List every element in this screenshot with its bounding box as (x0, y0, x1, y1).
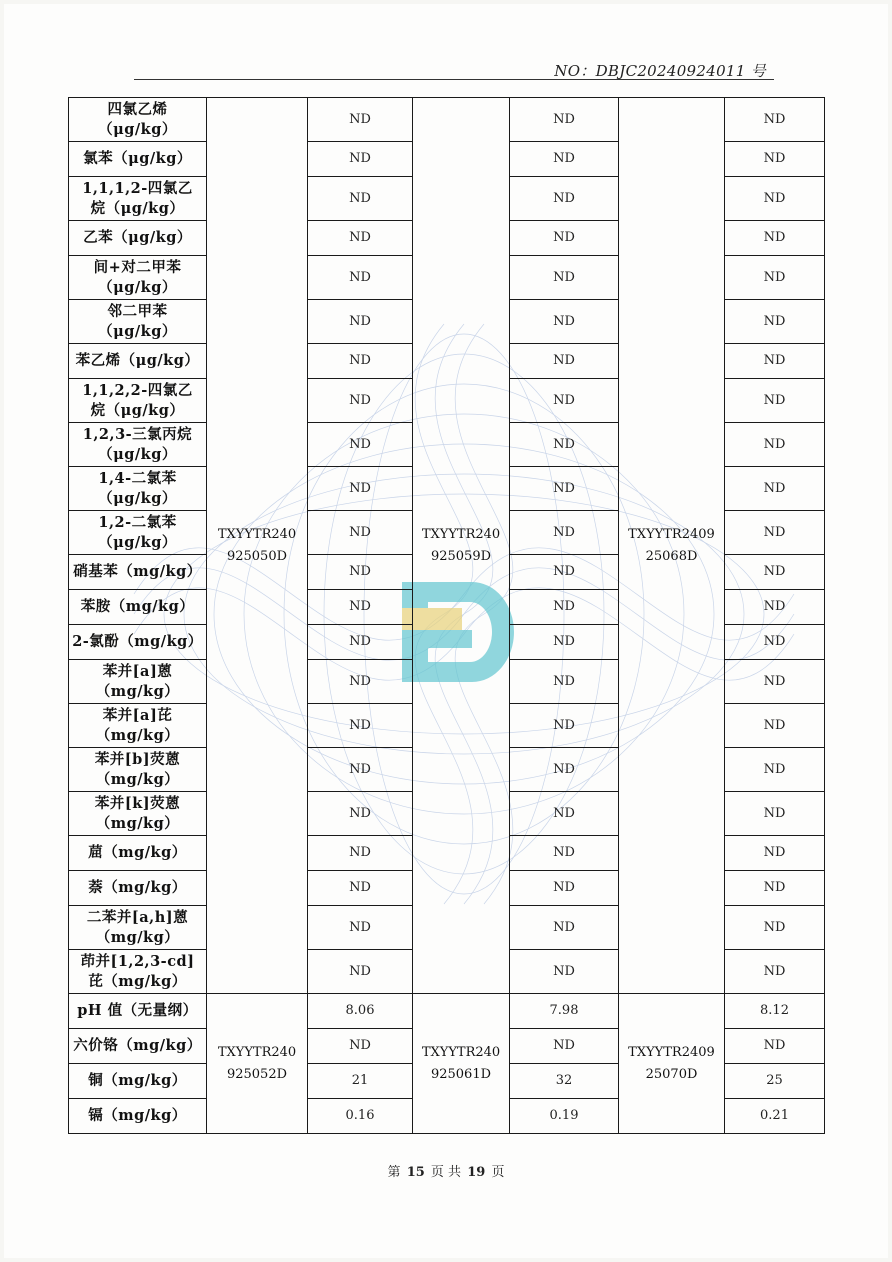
test-item-name: 氯苯（μg/kg） (69, 142, 207, 177)
result-value-cell: ND (510, 704, 619, 748)
result-value-cell: ND (308, 950, 413, 994)
result-value-cell: ND (725, 950, 825, 994)
result-value-cell: ND (308, 836, 413, 871)
result-value-cell: ND (308, 221, 413, 256)
test-item-name: 萘（mg/kg） (69, 871, 207, 906)
result-value-cell: ND (725, 177, 825, 221)
report-number: NO：DBJC20240924011 号 (554, 62, 766, 80)
result-value-cell: ND (510, 300, 619, 344)
test-item-name: 四氯乙烯 （μg/kg） (69, 98, 207, 142)
result-value-cell: ND (308, 704, 413, 748)
test-item-name: 邻二甲苯 （μg/kg） (69, 300, 207, 344)
result-value-cell: ND (308, 792, 413, 836)
page-footer (0, 1161, 892, 1180)
result-value-cell: ND (725, 300, 825, 344)
result-value-cell: ND (510, 256, 619, 300)
test-item-name: 1,2,3-三氯丙烷 （μg/kg） (69, 423, 207, 467)
result-value-cell: ND (510, 792, 619, 836)
result-value-cell: ND (510, 142, 619, 177)
results-table (68, 97, 825, 1134)
result-value-cell: ND (308, 344, 413, 379)
sample-id-cell: TXYYTR240 925050D (207, 98, 308, 994)
result-value-cell: ND (725, 379, 825, 423)
test-item-name: 间+对二甲苯 （μg/kg） (69, 256, 207, 300)
result-value-cell: ND (510, 379, 619, 423)
result-value-cell: ND (308, 590, 413, 625)
result-value-cell: ND (725, 98, 825, 142)
test-item-name: 苯并[b]荧蒽 （mg/kg） (69, 748, 207, 792)
result-value-cell: ND (725, 511, 825, 555)
result-value-cell: ND (510, 590, 619, 625)
test-item-name: 䓛（mg/kg） (69, 836, 207, 871)
result-value-cell: ND (308, 98, 413, 142)
result-value-cell: ND (725, 423, 825, 467)
test-item-name: 2-氯酚（mg/kg） (69, 625, 207, 660)
result-value-cell: ND (308, 555, 413, 590)
result-value-cell: 7.98 (510, 994, 619, 1029)
result-value-cell: ND (510, 836, 619, 871)
total-pages: 19 (467, 1165, 486, 1180)
result-value-cell: ND (510, 660, 619, 704)
result-value-cell: ND (510, 511, 619, 555)
result-value-cell: ND (725, 555, 825, 590)
test-item-name: 茚并[1,2,3-cd] 芘（mg/kg） (69, 950, 207, 994)
table-row (69, 98, 825, 142)
result-value-cell: ND (725, 1029, 825, 1064)
test-item-name: 镉（mg/kg） (69, 1099, 207, 1134)
test-item-name: 1,1,1,2-四氯乙 烷（μg/kg） (69, 177, 207, 221)
header-rule (134, 79, 774, 80)
result-value-cell: ND (510, 344, 619, 379)
sample-id-cell: TXYYTR240 925059D (413, 98, 510, 994)
result-value-cell: ND (510, 625, 619, 660)
result-value-cell: 8.12 (725, 994, 825, 1029)
result-value-cell: ND (510, 906, 619, 950)
test-item-name: 1,4-二氯苯 （μg/kg） (69, 467, 207, 511)
result-value-cell: ND (510, 871, 619, 906)
result-value-cell: ND (725, 748, 825, 792)
result-value-cell: ND (725, 704, 825, 748)
result-value-cell: ND (510, 221, 619, 256)
result-value-cell: ND (308, 423, 413, 467)
test-item-name: pH 值（无量纲） (69, 994, 207, 1029)
result-value-cell: ND (725, 660, 825, 704)
result-value-cell: 8.06 (308, 994, 413, 1029)
result-value-cell: 21 (308, 1064, 413, 1099)
result-value-cell: ND (510, 467, 619, 511)
result-value-cell: ND (725, 836, 825, 871)
test-item-name: 硝基苯（mg/kg） (69, 555, 207, 590)
sample-id-cell: TXYYTR240 925052D (207, 994, 308, 1134)
result-value-cell: ND (510, 950, 619, 994)
result-value-cell: ND (510, 1029, 619, 1064)
result-value-cell: ND (308, 379, 413, 423)
result-value-cell: 0.19 (510, 1099, 619, 1134)
result-value-cell: ND (510, 748, 619, 792)
result-value-cell: ND (510, 423, 619, 467)
test-item-name: 苯乙烯（μg/kg） (69, 344, 207, 379)
footer-prefix: 第 (387, 1165, 401, 1180)
result-value-cell: 0.16 (308, 1099, 413, 1134)
footer-suffix: 页 (491, 1165, 505, 1180)
result-value-cell: ND (308, 300, 413, 344)
result-value-cell: ND (725, 221, 825, 256)
result-value-cell: 32 (510, 1064, 619, 1099)
test-item-name: 乙苯（μg/kg） (69, 221, 207, 256)
result-value-cell: ND (308, 748, 413, 792)
table-row (69, 994, 825, 1029)
result-value-cell: ND (308, 511, 413, 555)
sample-id-cell: TXYYTR2409 25068D (619, 98, 725, 994)
test-item-name: 苯并[a]蒽 （mg/kg） (69, 660, 207, 704)
result-value-cell: ND (510, 98, 619, 142)
sample-id-cell: TXYYTR240 925061D (413, 994, 510, 1134)
result-value-cell: ND (725, 625, 825, 660)
result-value-cell: 0.21 (725, 1099, 825, 1134)
result-value-cell: ND (510, 177, 619, 221)
result-value-cell: ND (308, 906, 413, 950)
result-value-cell: ND (308, 467, 413, 511)
test-item-name: 1,1,2,2-四氯乙 烷（μg/kg） (69, 379, 207, 423)
result-value-cell: ND (308, 871, 413, 906)
result-value-cell: ND (308, 625, 413, 660)
result-value-cell: 25 (725, 1064, 825, 1099)
result-value-cell: ND (725, 142, 825, 177)
test-item-name: 二苯并[a,h]蒽 （mg/kg） (69, 906, 207, 950)
test-item-name: 苯胺（mg/kg） (69, 590, 207, 625)
result-value-cell: ND (725, 871, 825, 906)
result-value-cell: ND (308, 256, 413, 300)
test-item-name: 苯并[a]芘 （mg/kg） (69, 704, 207, 748)
result-value-cell: ND (308, 177, 413, 221)
test-item-name: 苯并[k]荧蒽 （mg/kg） (69, 792, 207, 836)
result-value-cell: ND (308, 1029, 413, 1064)
current-page: 15 (406, 1165, 425, 1180)
test-item-name: 六价铬（mg/kg） (69, 1029, 207, 1064)
result-value-cell: ND (725, 467, 825, 511)
result-value-cell: ND (725, 792, 825, 836)
result-value-cell: ND (308, 660, 413, 704)
result-value-cell: ND (725, 590, 825, 625)
test-item-name: 铜（mg/kg） (69, 1064, 207, 1099)
footer-mid: 页 共 (430, 1165, 462, 1180)
result-value-cell: ND (510, 555, 619, 590)
result-value-cell: ND (308, 142, 413, 177)
result-value-cell: ND (725, 906, 825, 950)
test-item-name: 1,2-二氯苯 （μg/kg） (69, 511, 207, 555)
result-value-cell: ND (725, 344, 825, 379)
sample-id-cell: TXYYTR2409 25070D (619, 994, 725, 1134)
result-value-cell: ND (725, 256, 825, 300)
